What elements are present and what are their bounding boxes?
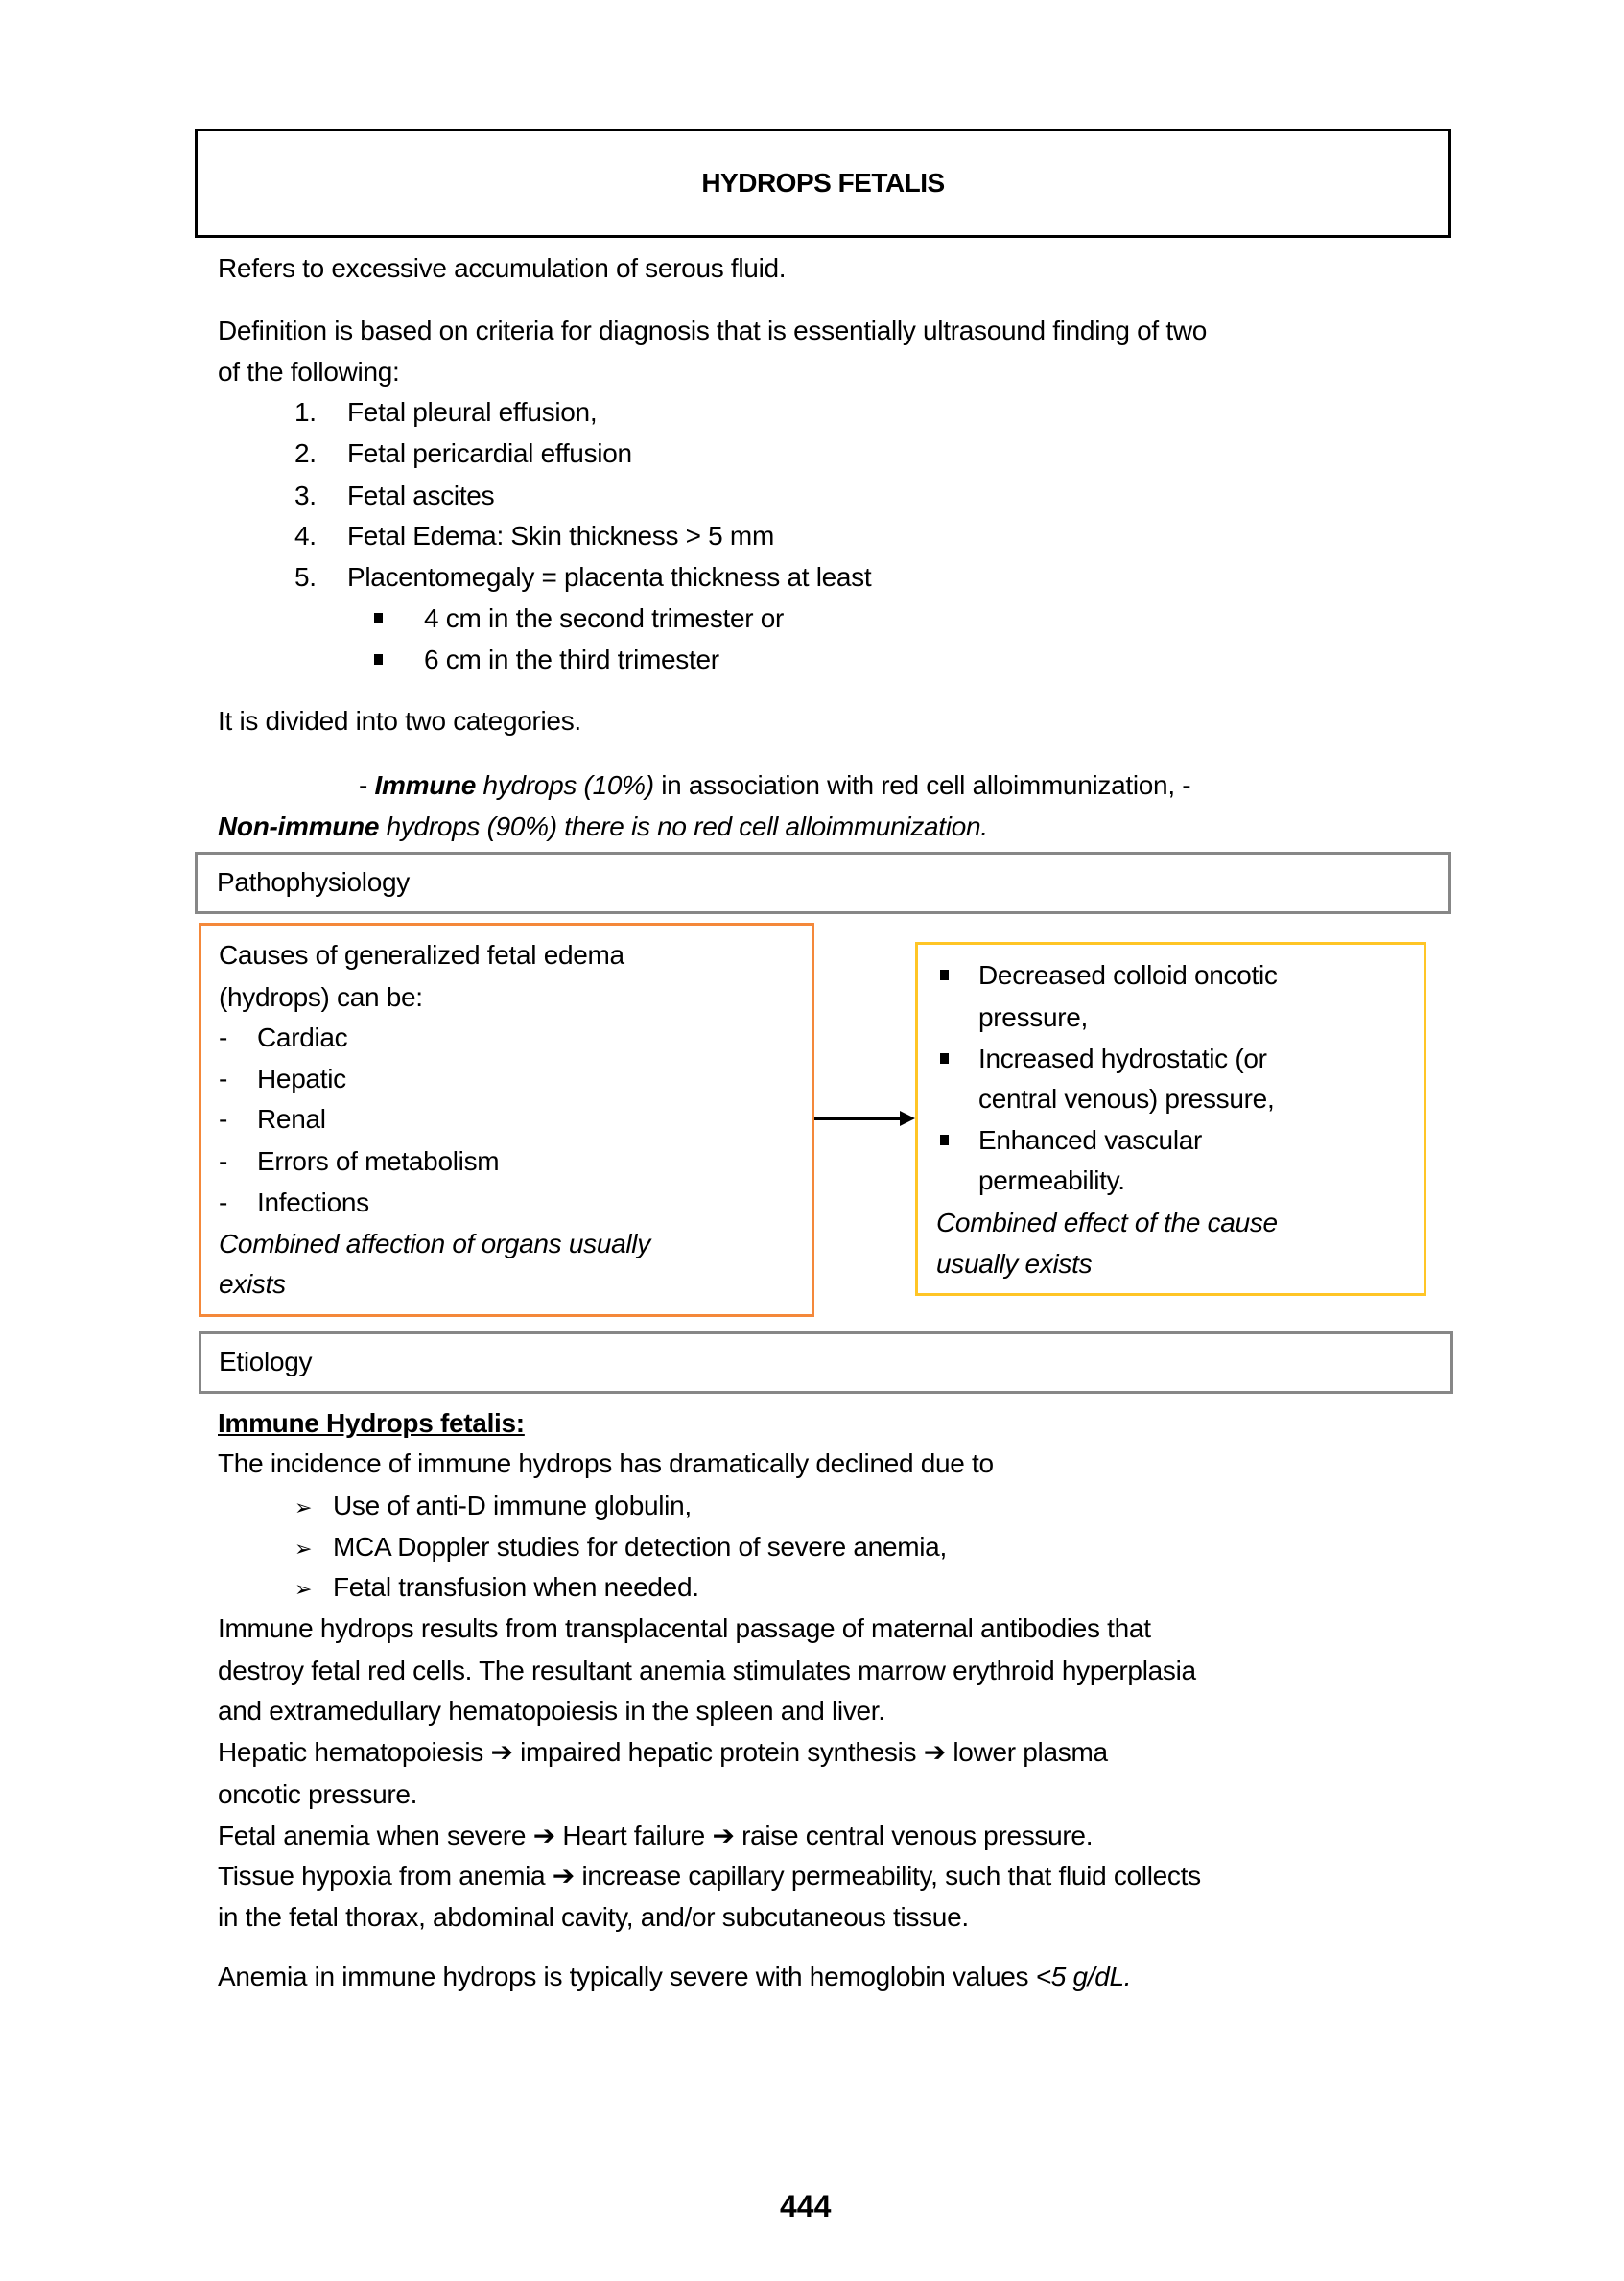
section-label: Pathophysiology	[217, 867, 410, 897]
immune-hydrops-heading: Immune Hydrops fetalis:	[218, 1408, 525, 1438]
immune-term: Immune	[374, 770, 477, 800]
causes-note-line2: exists	[219, 1269, 286, 1299]
criteria-number: 1.	[294, 397, 317, 427]
chain-step: impaired hepatic protein synthesis	[520, 1737, 917, 1767]
criteria-number: 3.	[294, 481, 317, 510]
square-bullet-icon	[374, 613, 383, 623]
decline-item-text: Use of anti-D immune globulin,	[333, 1491, 692, 1520]
hemoglobin-value: <5 g/dL.	[1035, 1962, 1132, 1991]
placenta-subitem-text: 4 cm in the second trimester or	[424, 603, 785, 633]
title-box	[195, 129, 1451, 238]
intro-refers: Refers to excessive accumulation of serous fluid.	[218, 253, 787, 283]
bold-arrow-icon: ➔	[712, 1820, 735, 1851]
mechanism-item	[940, 1124, 1203, 1157]
placenta-subitem	[374, 644, 719, 676]
mechanism-text: Increased hydrostatic (or	[978, 1044, 1267, 1073]
dash-marker: -	[219, 1104, 228, 1134]
criteria-text: Fetal pericardial effusion	[347, 438, 632, 468]
criteria-item	[294, 561, 872, 594]
criteria-number: 4.	[294, 521, 317, 551]
criteria-item	[294, 396, 598, 429]
pathophysiology-section-header	[195, 852, 1451, 914]
bold-arrow-icon: ➔	[923, 1736, 946, 1768]
mechanism-text: Enhanced vascular	[978, 1125, 1203, 1155]
immune-description: in association with red cell alloimmunization, -	[653, 770, 1191, 800]
cause-text: Cardiac	[257, 1023, 348, 1052]
square-bullet-icon	[940, 970, 949, 980]
chain-step: Tissue hypoxia from anemia	[218, 1861, 546, 1891]
criteria-item	[294, 480, 495, 512]
square-bullet-icon	[940, 1135, 949, 1145]
causal-chain-hepatic-cont: oncotic pressure.	[218, 1779, 418, 1809]
dash-marker: -	[359, 770, 375, 800]
nonimmune-description: hydrops (90%) there is no red cell alloimmunization.	[379, 811, 988, 841]
cause-item	[219, 1103, 326, 1136]
placenta-subitem-text: 6 cm in the third trimester	[424, 645, 719, 674]
bold-arrow-icon: ➔	[532, 1820, 555, 1851]
chain-step: Hepatic hematopoiesis	[218, 1737, 483, 1767]
mechanisms-box	[915, 942, 1426, 1296]
mechanism-text-cont: pressure,	[978, 1002, 1089, 1032]
square-bullet-icon	[374, 654, 383, 665]
mechanism-paragraph-line: and extramedullary hematopoiesis in the spleen and liver.	[218, 1696, 885, 1726]
mechanism-text-cont: central venous) pressure,	[978, 1084, 1275, 1114]
causes-note-line1: Combined affection of organs usually	[219, 1229, 650, 1258]
dash-marker: -	[219, 1023, 228, 1052]
immune-category	[359, 769, 1190, 802]
decline-item	[294, 1571, 699, 1607]
nonimmune-category	[218, 811, 988, 843]
arrowhead-bullet-icon: ➢	[294, 1578, 313, 1602]
mechanism-text-cont: permeability.	[978, 1165, 1125, 1195]
cause-item	[219, 1063, 346, 1095]
cause-text: Hepatic	[257, 1064, 346, 1093]
causal-chain-hepatic	[218, 1736, 1108, 1769]
criteria-item	[294, 520, 774, 553]
bold-arrow-icon: ➔	[552, 1860, 575, 1892]
causal-chain-hypoxia	[218, 1860, 1201, 1893]
mechanism-text: Decreased colloid oncotic	[978, 960, 1278, 990]
dash-marker: -	[219, 1064, 228, 1093]
categories-intro: It is divided into two categories.	[218, 706, 581, 736]
cause-item	[219, 1022, 348, 1054]
chain-step: increase capillary permeability, such that fluid collects	[581, 1861, 1201, 1891]
arrow-right-icon	[900, 1111, 915, 1126]
decline-intro: The incidence of immune hydrops has dramatically declined due to	[218, 1448, 994, 1478]
cause-text: Renal	[257, 1104, 326, 1134]
page-number: 444	[780, 2189, 832, 2223]
dash-marker: -	[219, 1188, 228, 1217]
intro-definition-line1: Definition is based on criteria for diagnosis that is essentially ultrasound finding of two	[218, 316, 1208, 345]
arrow-connector-line	[814, 1117, 903, 1120]
anemia-text: Anemia in immune hydrops is typically severe with hemoglobin values	[218, 1962, 1036, 1991]
cause-text: Errors of metabolism	[257, 1146, 500, 1176]
decline-item	[294, 1531, 947, 1566]
nonimmune-term: Non-immune	[218, 811, 380, 841]
causal-chain-cardiac	[218, 1820, 1093, 1852]
criteria-number: 5.	[294, 562, 317, 592]
cause-text: Infections	[257, 1188, 369, 1217]
mechanisms-note-line1: Combined effect of the cause	[936, 1208, 1278, 1237]
criteria-item	[294, 437, 632, 470]
mechanisms-note-line2: usually exists	[936, 1249, 1093, 1279]
cause-item	[219, 1145, 500, 1178]
mechanism-item	[940, 1043, 1267, 1075]
page-title: HYDROPS FETALIS	[701, 168, 945, 198]
cause-item	[219, 1187, 369, 1219]
arrowhead-bullet-icon: ➢	[294, 1496, 313, 1520]
criteria-text: Fetal Edema: Skin thickness > 5 mm	[347, 521, 774, 551]
etiology-section-header	[199, 1331, 1453, 1394]
criteria-text: Fetal pleural effusion,	[347, 397, 598, 427]
chain-step: Fetal anemia when severe	[218, 1821, 527, 1850]
mechanism-paragraph-line: Immune hydrops results from transplacental passage of maternal antibodies that	[218, 1613, 1151, 1643]
decline-item	[294, 1490, 692, 1525]
causes-heading-line2: (hydrops) can be:	[219, 982, 423, 1012]
square-bullet-icon	[940, 1053, 949, 1064]
criteria-number: 2.	[294, 438, 317, 468]
chain-step: Heart failure	[562, 1821, 705, 1850]
chain-step: lower plasma	[953, 1737, 1108, 1767]
causes-heading-line1: Causes of generalized fetal edema	[219, 940, 624, 970]
bold-arrow-icon: ➔	[490, 1736, 513, 1768]
criteria-text: Fetal ascites	[347, 481, 495, 510]
section-label: Etiology	[219, 1347, 313, 1376]
chain-step: raise central venous pressure.	[741, 1821, 1094, 1850]
anemia-statement	[218, 1961, 1131, 1993]
intro-definition-line2: of the following:	[218, 357, 400, 387]
mechanism-paragraph-line: destroy fetal red cells. The resultant anemia stimulates marrow erythroid hyperplasia	[218, 1656, 1196, 1685]
mechanism-item	[940, 959, 1278, 992]
dash-marker: -	[219, 1146, 228, 1176]
decline-item-text: Fetal transfusion when needed.	[333, 1572, 699, 1602]
decline-item-text: MCA Doppler studies for detection of severe anemia,	[333, 1532, 947, 1562]
criteria-text: Placentomegaly = placenta thickness at least	[347, 562, 872, 592]
placenta-subitem	[374, 602, 785, 635]
causal-chain-hypoxia-cont: in the fetal thorax, abdominal cavity, and/or subcutaneous tissue.	[218, 1902, 969, 1932]
arrowhead-bullet-icon: ➢	[294, 1538, 313, 1562]
immune-percent: hydrops (10%)	[476, 770, 654, 800]
